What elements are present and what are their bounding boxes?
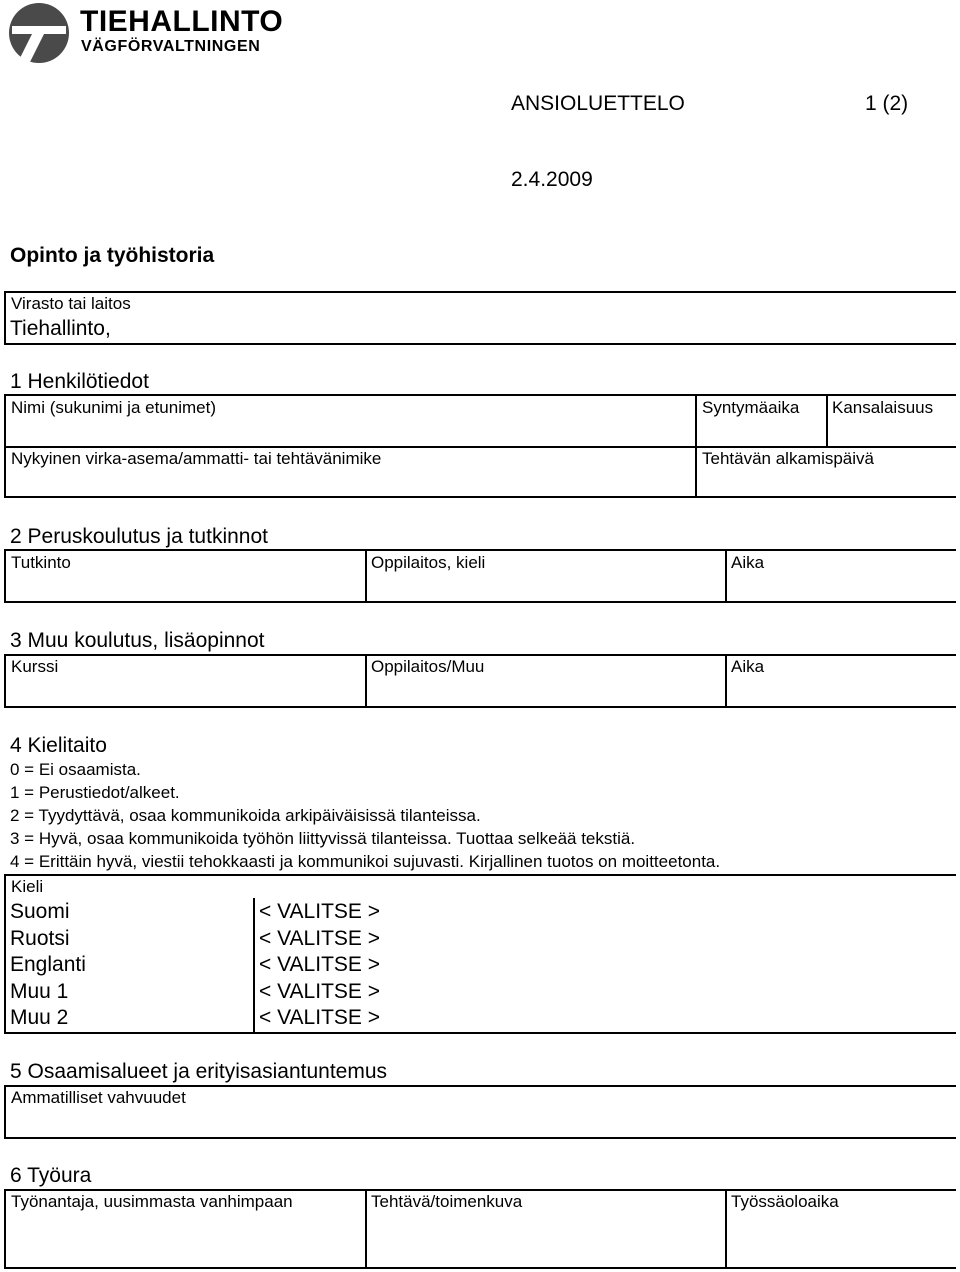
section-4-heading: 4 Kielitaito [10,734,107,757]
scale-line: 2 = Tyydyttävä, osaa kommunikoida arkipäiväisissä tilanteissa. [10,806,481,825]
scale-line: 3 = Hyvä, osaa kommunikoida työhön liittyvissä tilanteissa. Tuottaa selkeää tekstiä. [10,829,636,848]
institution-col-header: Oppilaitos, kieli [371,553,486,572]
logo [8,2,284,66]
nationality-field[interactable] [830,420,952,444]
scale-line: 0 = Ei osaamista. [10,760,141,779]
language-name: Ruotsi [10,927,70,950]
language-name: Muu 2 [10,1006,69,1029]
language-name: Suomi [10,900,70,923]
language-level-select[interactable]: < VALITSE > [259,900,381,923]
start-date-label: Tehtävän alkamispäivä [702,449,874,468]
page-number: 1 (2) [865,92,909,115]
dob-field[interactable] [700,420,822,444]
role-col-header: Tehtävä/toimenkuva [371,1192,523,1211]
role-field[interactable] [370,1215,720,1263]
position-field[interactable] [10,470,690,494]
name-label: Nimi (sukunimi ja etunimet) [11,398,216,417]
section-6-heading: 6 Työura [10,1164,92,1187]
language-level-select[interactable]: < VALITSE > [259,1006,381,1029]
language-col-header: Kieli [11,877,44,896]
degree-col-header: Tutkinto [11,553,71,572]
section-2-heading: 2 Peruskoulutus ja tutkinnot [10,525,268,548]
office-value[interactable]: Tiehallinto, [10,317,111,340]
strengths-label: Ammatilliset vahvuudet [11,1088,186,1107]
employment-period-field[interactable] [730,1215,952,1263]
office-label: Virasto tai laitos [11,294,131,313]
course-col-header: Kurssi [11,657,59,676]
logo-subtitle: VÄGFÖRVALTNINGEN [81,38,261,55]
language-name: Englanti [10,953,86,976]
logo-title: TIEHALLINTO [80,5,284,38]
course-field[interactable] [10,680,360,704]
language-level-select[interactable]: < VALITSE > [259,953,381,976]
institution-field[interactable] [370,575,720,599]
strengths-field[interactable] [10,1110,952,1134]
position-label: Nykyinen virka-asema/ammatti- tai tehtävänimike [11,449,382,468]
time-col-header: Aika [731,553,765,572]
document-title: ANSIOLUETTELO [511,92,685,115]
document-date: 2.4.2009 [511,168,593,191]
section-5-heading: 5 Osaamisalueet ja erityisasiantuntemus [10,1060,388,1083]
name-field[interactable] [10,420,690,444]
language-name: Muu 1 [10,980,69,1003]
scale-line: 1 = Perustiedot/alkeet. [10,783,180,802]
page-title: Opinto ja työhistoria [10,244,215,267]
degree-field[interactable] [10,575,360,599]
employment-period-col-header: Työssäoloaika [731,1192,839,1211]
employer-field[interactable] [10,1215,360,1263]
tiehallinto-logo-icon [8,2,72,64]
dob-label: Syntymäaika [702,398,800,417]
language-level-select[interactable]: < VALITSE > [259,927,381,950]
institution-other-field[interactable] [370,680,720,704]
section-1-heading: 1 Henkilötiedot [10,370,149,393]
language-level-select[interactable]: < VALITSE > [259,980,381,1003]
institution-other-col-header: Oppilaitos/Muu [371,657,485,676]
time-field-2[interactable] [730,680,952,704]
nationality-label: Kansalaisuus [832,398,934,417]
start-date-field[interactable] [700,470,952,494]
time-field[interactable] [730,575,952,599]
employer-col-header: Työnantaja, uusimmasta vanhimpaan [11,1192,293,1211]
section-3-heading: 3 Muu koulutus, lisäopinnot [10,629,265,652]
time-col-header-2: Aika [731,657,765,676]
scale-line: 4 = Erittäin hyvä, viestii tehokkaasti ja kommunikoi sujuvasti. Kirjallinen tuotos on moitteetonta. [10,852,721,871]
